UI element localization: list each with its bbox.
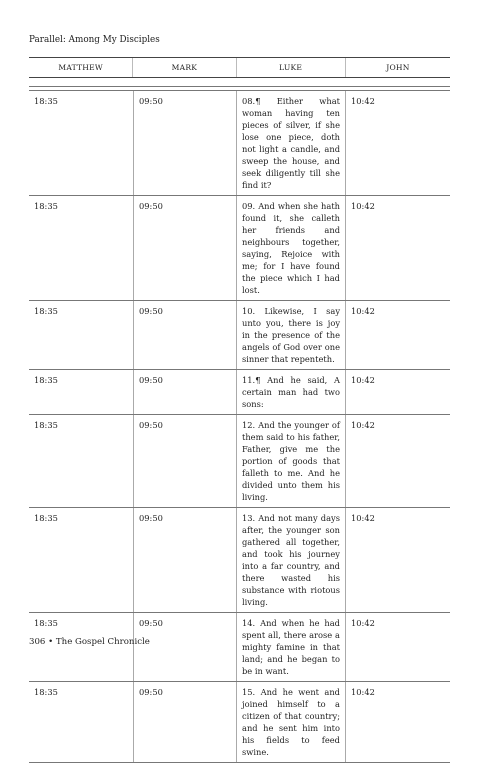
- matthew-ref: 18:35: [34, 96, 58, 106]
- table-row: [29, 196, 450, 301]
- matthew-ref: 18:35: [34, 306, 58, 316]
- luke-verse: 08.¶ Either what woman having ten pieces of silver, if she lose one piece, doth not light a candle, and sweep the house, and seek diligently till she find it?: [236, 91, 345, 195]
- matthew-ref: 18:35: [34, 513, 58, 523]
- table-row: [29, 415, 450, 508]
- luke-verse: 10. Likewise, I say unto you, there is joy in the presence of the angels of God over one sinner that repenteth.: [236, 301, 345, 369]
- matthew-ref: 18:35: [34, 687, 58, 697]
- john-ref: 10:42: [345, 613, 450, 681]
- john-ref: 10:42: [345, 682, 450, 762]
- mark-ref: 09:50: [133, 682, 236, 762]
- mark-ref: 09:50: [133, 613, 236, 681]
- john-ref: 10:42: [345, 370, 450, 414]
- table-row: [29, 508, 450, 613]
- mark-ref: 09:50: [133, 508, 236, 612]
- column-headers: [29, 57, 450, 78]
- table-row: [29, 370, 450, 415]
- mark-ref: 09:50: [133, 415, 236, 507]
- parallel-table: [29, 90, 450, 763]
- column-header-matthew: MATTHEW: [58, 63, 103, 72]
- table-row: [29, 301, 450, 370]
- page-footer: 306 • The Gospel Chronicle: [29, 637, 150, 647]
- column-header-mark: MARK: [132, 58, 235, 77]
- luke-verse: 15. And he went and joined himself to a citizen of that country; and he sent him into his fields to feed swine.: [236, 682, 345, 762]
- mark-ref: 09:50: [133, 301, 236, 369]
- luke-verse: 13. And not many days after, the younger son gathered all together, and took his journey into a far country, and there wasted his substance with riotous living.: [236, 508, 345, 612]
- john-ref: 10:42: [345, 301, 450, 369]
- john-ref: 10:42: [345, 196, 450, 300]
- table-row: [29, 90, 450, 196]
- john-ref: 10:42: [345, 91, 450, 195]
- column-header-john: JOHN: [345, 58, 450, 77]
- matthew-ref: 18:35: [34, 420, 58, 430]
- table-row: [29, 682, 450, 763]
- column-header-luke: LUKE: [236, 58, 345, 77]
- luke-verse: 09. And when she hath found it, she calleth her friends and neighbours together, saying, Rejoice with me; for I have found the piece which I had lost.: [236, 196, 345, 300]
- mark-ref: 09:50: [133, 196, 236, 300]
- divider-rule: [29, 86, 450, 87]
- running-header: Parallel: Among My Disciples: [29, 35, 160, 45]
- matthew-ref: 18:35: [34, 375, 58, 385]
- matthew-ref: 18:35: [34, 201, 58, 211]
- luke-verse: 12. And the younger of them said to his father, Father, give me the portion of goods that falleth to me. And he divided unto them his living.: [236, 415, 345, 507]
- john-ref: 10:42: [345, 415, 450, 507]
- table-row: [29, 613, 450, 682]
- mark-ref: 09:50: [133, 91, 236, 195]
- john-ref: 10:42: [345, 508, 450, 612]
- mark-ref: 09:50: [133, 370, 236, 414]
- luke-verse: 11.¶ And he said, A certain man had two sons:: [236, 370, 345, 414]
- luke-verse: 14. And when he had spent all, there arose a mighty famine in that land; and he began to be in want.: [236, 613, 345, 681]
- matthew-ref: 18:35: [34, 618, 58, 628]
